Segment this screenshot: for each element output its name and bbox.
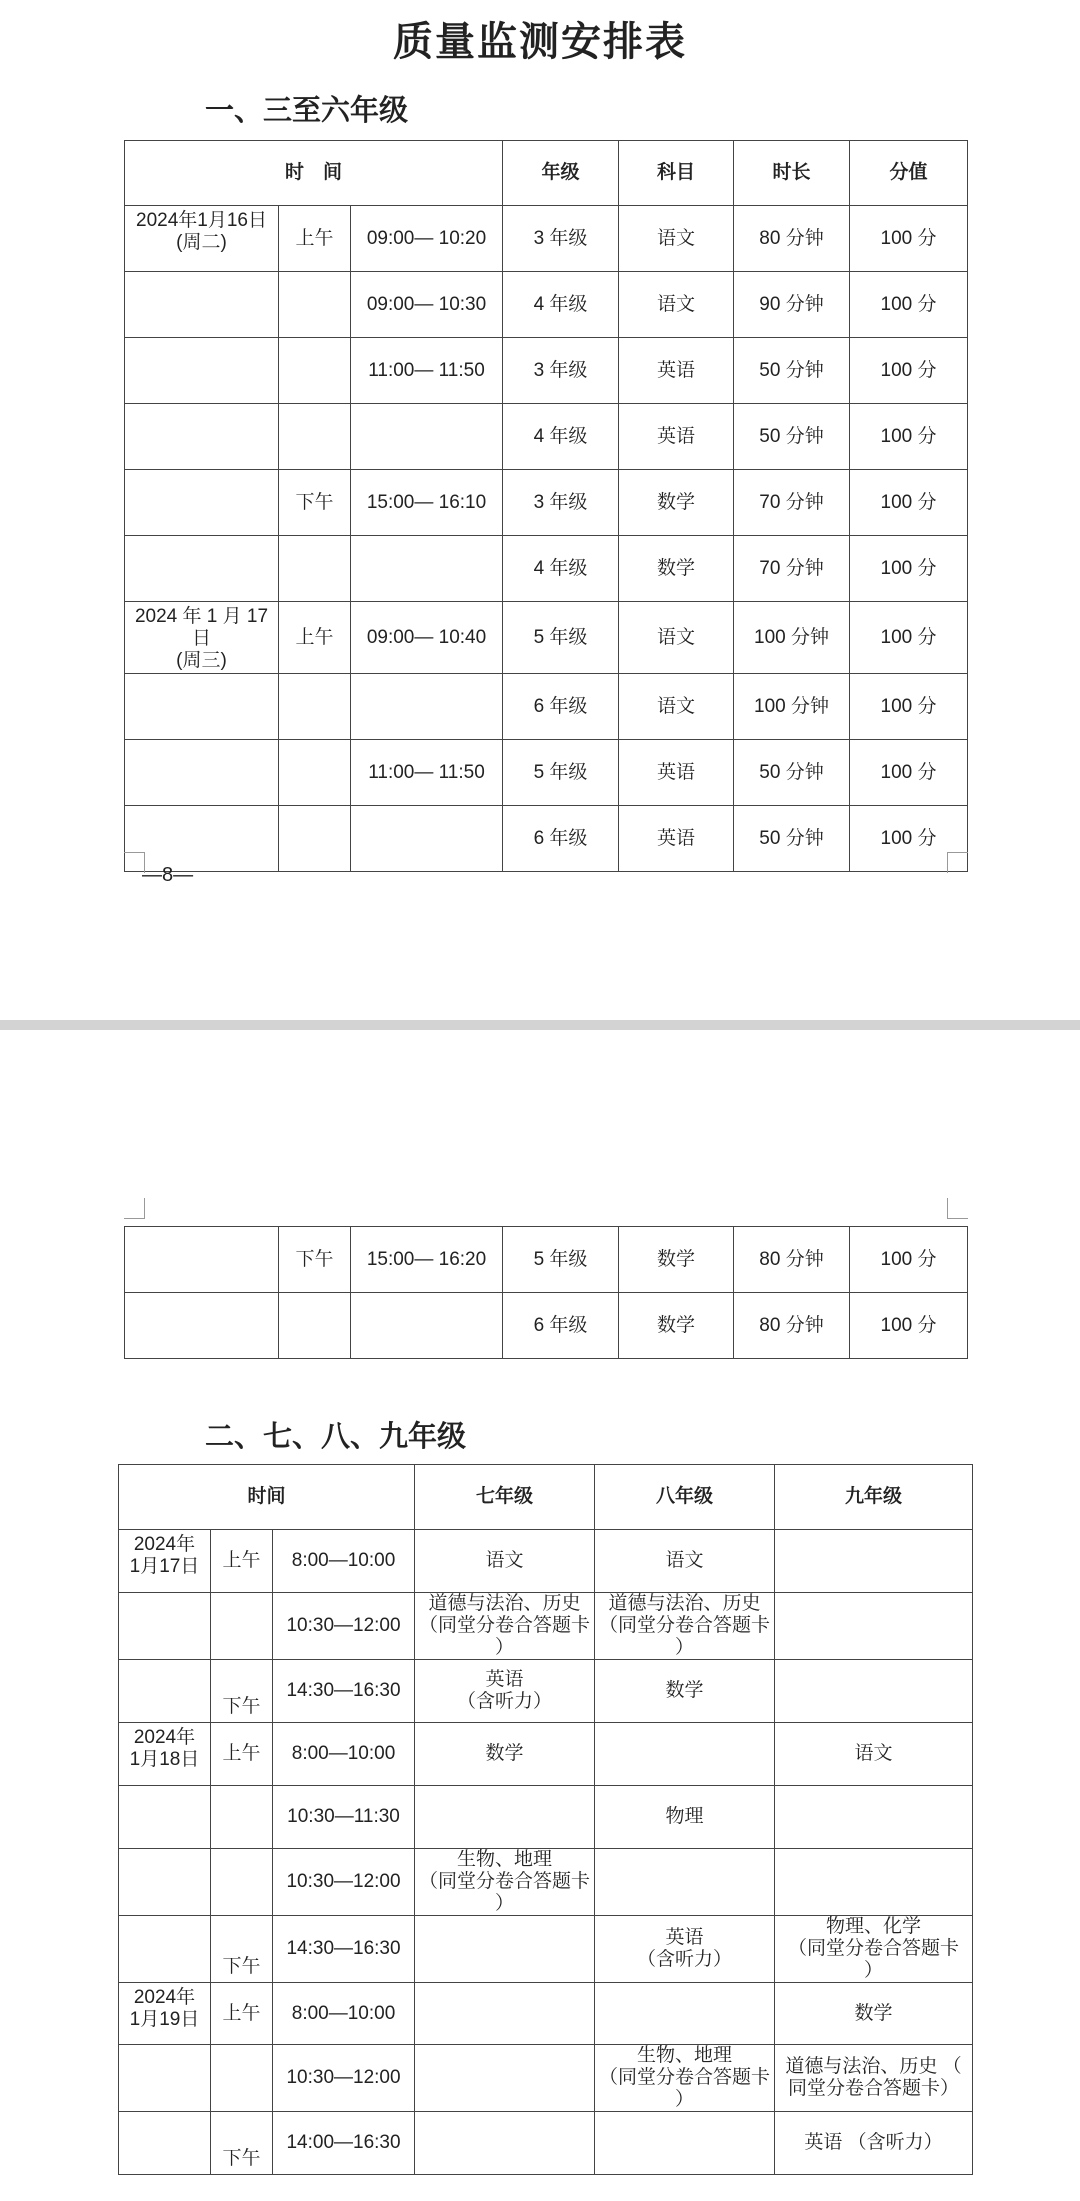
cell-date — [119, 1593, 211, 1660]
cell-period: 上午 — [211, 1983, 273, 2045]
cell-date — [119, 2045, 211, 2112]
cell-period — [279, 536, 351, 602]
cell-time — [351, 806, 503, 872]
table-row — [119, 1983, 973, 2045]
cell-grade: 5 年级 — [503, 740, 619, 806]
table-row — [125, 404, 968, 470]
table-row — [125, 1227, 968, 1293]
cell-duration: 70 分钟 — [734, 470, 850, 536]
cell-date: 2024年 1月19日 — [119, 1983, 211, 2045]
cell-period: 上午 — [279, 602, 351, 674]
cell-grade: 5 年级 — [503, 602, 619, 674]
table-row — [119, 1916, 973, 1983]
cell-g9: 语文 — [775, 1723, 973, 1786]
cell-period: 上午 — [211, 1723, 273, 1786]
cell-score: 100 分 — [850, 674, 968, 740]
cell-period: 下午 — [211, 2112, 273, 2175]
cell-score: 100 分 — [850, 470, 968, 536]
cell-g8 — [595, 1723, 775, 1786]
page-separator — [0, 1020, 1080, 1030]
cell-g8: 语文 — [595, 1530, 775, 1593]
cell-date — [119, 1916, 211, 1983]
cell-time: 09:00— 10:30 — [351, 272, 503, 338]
cell-date — [125, 674, 279, 740]
cell-period — [279, 740, 351, 806]
table-row — [119, 1786, 973, 1849]
cell-g9 — [775, 1593, 973, 1660]
cell-grade: 4 年级 — [503, 536, 619, 602]
schedule-table-grades-7-9 — [118, 1464, 973, 2175]
cell-g7: 数学 — [415, 1723, 595, 1786]
cell-g8 — [595, 1849, 775, 1916]
schedule-table-grades-3-6-continued — [124, 1226, 968, 1359]
cell-g7 — [415, 2112, 595, 2175]
cell-score: 100 分 — [850, 404, 968, 470]
cell-time: 10:30—12:00 — [273, 1849, 415, 1916]
cell-g9 — [775, 1849, 973, 1916]
cell-time: 10:30—12:00 — [273, 1593, 415, 1660]
cell-period — [211, 1593, 273, 1660]
table-row — [125, 602, 968, 674]
cell-grade: 6 年级 — [503, 1293, 619, 1359]
cell-duration: 100 分钟 — [734, 602, 850, 674]
cell-grade: 6 年级 — [503, 806, 619, 872]
cell-date — [119, 1849, 211, 1916]
cell-score: 100 分 — [850, 602, 968, 674]
cell-g9: 数学 — [775, 1983, 973, 2045]
cell-score: 100 分 — [850, 1227, 968, 1293]
cell-period: 下午 — [211, 1660, 273, 1723]
cell-grade: 4 年级 — [503, 272, 619, 338]
header-time: 时间 — [119, 1465, 415, 1530]
cell-g7: 语文 — [415, 1530, 595, 1593]
table-body — [125, 1227, 968, 1359]
cell-period — [279, 1293, 351, 1359]
cell-period — [279, 404, 351, 470]
cell-date: 2024 年 1 月 17 日 (周三) — [125, 602, 279, 674]
cell-time — [351, 1293, 503, 1359]
cell-date — [125, 740, 279, 806]
cell-grade: 3 年级 — [503, 470, 619, 536]
table-row — [119, 1593, 973, 1660]
cell-date — [125, 470, 279, 536]
cell-subject: 英语 — [619, 404, 734, 470]
cell-g7 — [415, 1983, 595, 2045]
cell-date — [125, 1293, 279, 1359]
cell-g8: 生物、地理 （同堂分卷合答题卡 ） — [595, 2045, 775, 2112]
cell-time: 14:30—16:30 — [273, 1660, 415, 1723]
document-title: 质量监测安排表 — [393, 20, 687, 64]
cell-period — [279, 338, 351, 404]
cell-subject: 语文 — [619, 674, 734, 740]
table-row — [125, 338, 968, 404]
header-time: 时 间 — [125, 141, 503, 206]
cell-duration: 80 分钟 — [734, 1293, 850, 1359]
cell-score: 100 分 — [850, 1293, 968, 1359]
page-corner-mark — [947, 852, 968, 873]
cell-date — [119, 1660, 211, 1723]
cell-time: 15:00— 16:10 — [351, 470, 503, 536]
header-grade: 年级 — [503, 141, 619, 206]
header-subject: 科目 — [619, 141, 734, 206]
cell-period — [211, 2045, 273, 2112]
cell-g7: 道德与法治、历史 （同堂分卷合答题卡 ） — [415, 1593, 595, 1660]
cell-score: 100 分 — [850, 272, 968, 338]
cell-subject: 数学 — [619, 536, 734, 602]
cell-date — [125, 536, 279, 602]
section-2-heading: 二、七、八、九年级 — [205, 1421, 467, 1453]
cell-time: 8:00—10:00 — [273, 1983, 415, 2045]
cell-duration: 80 分钟 — [734, 1227, 850, 1293]
cell-date — [125, 272, 279, 338]
cell-g8: 英语 （含听力） — [595, 1916, 775, 1983]
cell-duration: 90 分钟 — [734, 272, 850, 338]
cell-g7 — [415, 1786, 595, 1849]
cell-subject: 英语 — [619, 740, 734, 806]
cell-period: 下午 — [211, 1916, 273, 1983]
cell-grade: 5 年级 — [503, 1227, 619, 1293]
cell-duration: 80 分钟 — [734, 206, 850, 272]
schedule-table-grades-3-6 — [124, 140, 968, 872]
cell-subject: 数学 — [619, 1293, 734, 1359]
header-duration: 时长 — [734, 141, 850, 206]
cell-g9: 英语 （含听力） — [775, 2112, 973, 2175]
cell-period: 下午 — [279, 470, 351, 536]
table-row — [119, 2112, 973, 2175]
cell-date — [125, 338, 279, 404]
cell-g7 — [415, 2045, 595, 2112]
cell-period — [211, 1849, 273, 1916]
cell-subject: 英语 — [619, 806, 734, 872]
table-row — [125, 470, 968, 536]
cell-g8 — [595, 1983, 775, 2045]
header-grade-9: 九年级 — [775, 1465, 973, 1530]
cell-subject: 语文 — [619, 206, 734, 272]
cell-score: 100 分 — [850, 338, 968, 404]
cell-g9 — [775, 1530, 973, 1593]
cell-period — [279, 674, 351, 740]
header-grade-8: 八年级 — [595, 1465, 775, 1530]
table-row — [125, 536, 968, 602]
header-score: 分值 — [850, 141, 968, 206]
cell-duration: 50 分钟 — [734, 740, 850, 806]
cell-score: 100 分 — [850, 536, 968, 602]
cell-g9 — [775, 1660, 973, 1723]
cell-time: 11:00— 11:50 — [351, 740, 503, 806]
cell-grade: 3 年级 — [503, 206, 619, 272]
cell-period — [211, 1786, 273, 1849]
cell-duration: 100 分钟 — [734, 674, 850, 740]
cell-score: 100 分 — [850, 806, 968, 872]
cell-time: 14:30—16:30 — [273, 1916, 415, 1983]
table-row — [125, 272, 968, 338]
cell-g7: 英语 （含听力） — [415, 1660, 595, 1723]
table-row — [125, 206, 968, 272]
table-row — [125, 740, 968, 806]
table-row — [125, 806, 968, 872]
cell-subject: 语文 — [619, 602, 734, 674]
cell-time: 15:00— 16:20 — [351, 1227, 503, 1293]
cell-score: 100 分 — [850, 206, 968, 272]
table-row — [119, 1660, 973, 1723]
cell-time: 10:30—12:00 — [273, 2045, 415, 2112]
cell-date: 2024年 1月18日 — [119, 1723, 211, 1786]
cell-g8: 物理 — [595, 1786, 775, 1849]
page-corner-mark — [947, 1198, 968, 1219]
cell-duration: 50 分钟 — [734, 404, 850, 470]
cell-period — [279, 272, 351, 338]
cell-subject: 英语 — [619, 338, 734, 404]
cell-date — [125, 806, 279, 872]
cell-duration: 70 分钟 — [734, 536, 850, 602]
table-body — [125, 206, 968, 872]
cell-time: 8:00—10:00 — [273, 1530, 415, 1593]
header-grade-7: 七年级 — [415, 1465, 595, 1530]
cell-date: 2024年 1月17日 — [119, 1530, 211, 1593]
cell-time: 8:00—10:00 — [273, 1723, 415, 1786]
cell-period: 上午 — [279, 206, 351, 272]
cell-grade: 3 年级 — [503, 338, 619, 404]
cell-duration: 50 分钟 — [734, 806, 850, 872]
cell-g9 — [775, 1786, 973, 1849]
table-body — [119, 1530, 973, 2175]
cell-g9: 物理、化学 （同堂分卷合答题卡 ） — [775, 1916, 973, 1983]
cell-subject: 数学 — [619, 470, 734, 536]
table-row — [125, 1293, 968, 1359]
cell-date — [119, 2112, 211, 2175]
cell-time: 14:00—16:30 — [273, 2112, 415, 2175]
cell-time: 09:00— 10:20 — [351, 206, 503, 272]
cell-grade: 6 年级 — [503, 674, 619, 740]
cell-g8: 道德与法治、历史 （同堂分卷合答题卡 ） — [595, 1593, 775, 1660]
cell-period — [279, 806, 351, 872]
section-1-heading: 一、三至六年级 — [205, 95, 409, 127]
cell-time — [351, 674, 503, 740]
cell-g8 — [595, 2112, 775, 2175]
table-row — [119, 2045, 973, 2112]
cell-duration: 50 分钟 — [734, 338, 850, 404]
cell-g7: 生物、地理 （同堂分卷合答题卡 ） — [415, 1849, 595, 1916]
cell-date — [125, 1227, 279, 1293]
cell-time — [351, 536, 503, 602]
table-row — [119, 1530, 973, 1593]
cell-date: 2024年1月16日 (周二) — [125, 206, 279, 272]
table-row — [119, 1849, 973, 1916]
cell-period: 上午 — [211, 1530, 273, 1593]
cell-g7 — [415, 1916, 595, 1983]
table-row — [119, 1723, 973, 1786]
cell-date — [125, 404, 279, 470]
cell-g8: 数学 — [595, 1660, 775, 1723]
cell-subject: 语文 — [619, 272, 734, 338]
cell-grade: 4 年级 — [503, 404, 619, 470]
page-corner-mark — [124, 1198, 145, 1219]
cell-time — [351, 404, 503, 470]
cell-period: 下午 — [279, 1227, 351, 1293]
table-row — [125, 674, 968, 740]
cell-date — [119, 1786, 211, 1849]
cell-g9: 道德与法治、历史 （ 同堂分卷合答题卡） — [775, 2045, 973, 2112]
cell-subject: 数学 — [619, 1227, 734, 1293]
cell-score: 100 分 — [850, 740, 968, 806]
cell-time: 11:00— 11:50 — [351, 338, 503, 404]
cell-time: 09:00— 10:40 — [351, 602, 503, 674]
page-number: —8— — [142, 864, 194, 886]
cell-time: 10:30—11:30 — [273, 1786, 415, 1849]
